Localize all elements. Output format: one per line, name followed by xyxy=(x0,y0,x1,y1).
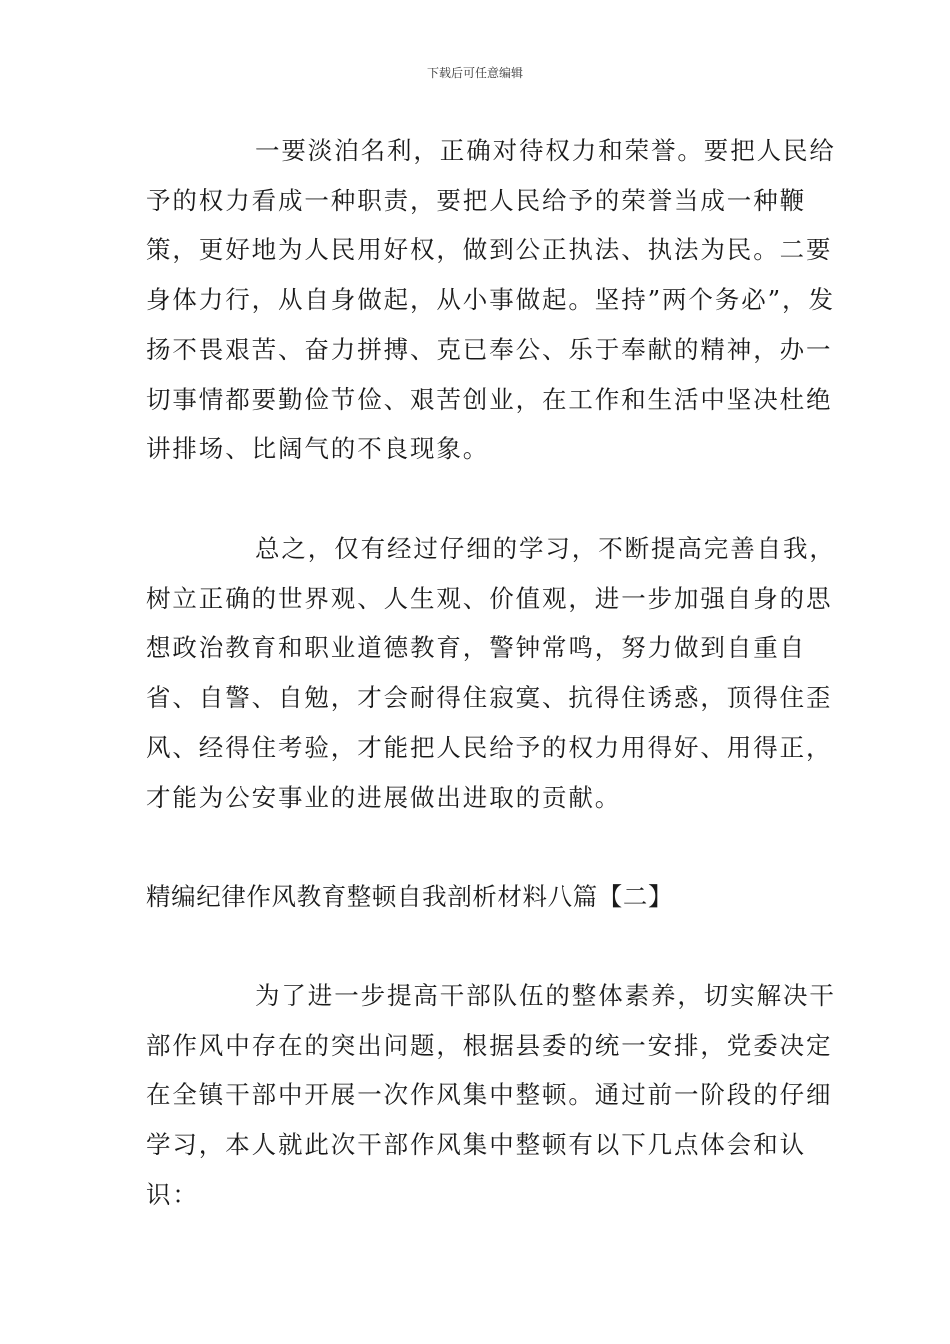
body-paragraph-1: 一要淡泊名利，正确对待权力和荣誉。要把人民给予的权力看成一种职责，要把人民给予的荣誉当成一种鞭策，更好地为人民用好权，做到公正执法、执法为民。二要身体力行，从自身做起，从小事做起。坚持”两个务必”，发扬不畏艰苦、奋力拼搏、克已奉公、乐于奉献的精神，办一切事情都要勤俭节俭、艰苦创业，在工作和生活中坚决杜绝讲排场、比阔气的不良现象。 xyxy=(146,136,836,464)
section-title: 精编纪律作风教育整顿自我剖析材料八篇【二】 xyxy=(146,882,674,911)
body-paragraph-2: 总之，仅有经过仔细的学习，不断提高完善自我，树立正确的世界观、人生观、价值观，进一步加强自身的思想政治教育和职业道德教育，警钟常鸣，努力做到自重自省、自警、自勉，才会耐得住寂寞、抗得住诱惑，顶得住歪风、经得住考验，才能把人民给予的权力用得好、用得正，才能为公安事业的进展做出进取的贡献。 xyxy=(146,534,836,812)
section-paragraph: 为了进一步提高干部队伍的整体素养，切实解决干部作风中存在的突出问题，根据县委的统一安排，党委决定在全镇干部中开展一次作风集中整顿。通过前一阶段的仔细学习，本人就此次干部作风集中整顿有以下几点体会和认识： xyxy=(146,981,836,1209)
page-header-note: 下载后可任意编辑 xyxy=(426,66,523,80)
